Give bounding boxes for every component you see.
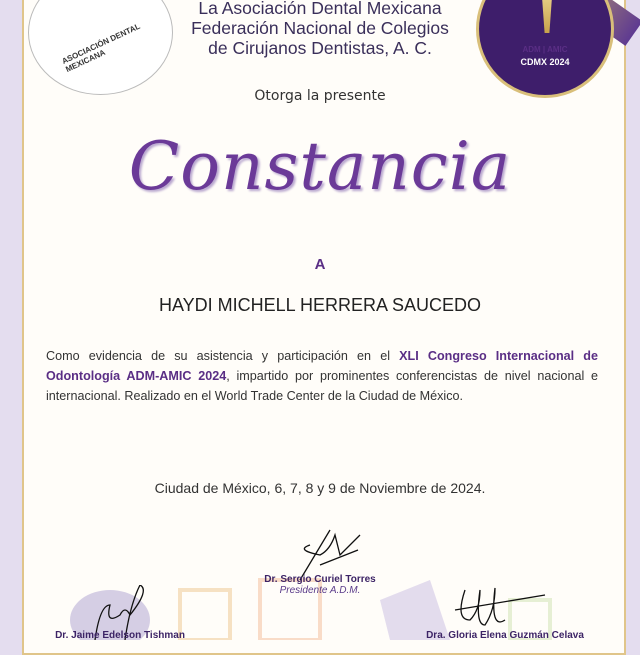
- logo-line2: CDMX 2024: [520, 57, 570, 67]
- body-text: Como evidencia de su asistencia y participación en el: [46, 349, 400, 363]
- signature-curiel: [290, 525, 365, 580]
- signer-name-guzman: Dra. Gloria Elena Guzmán Celava: [426, 630, 584, 641]
- date-text: Ciudad de México, 6, 7, 8 y 9 de Noviembre de 2024.: [154, 480, 486, 496]
- event-name: XLI Congreso Internacional de Odontología ADM-AMIC 2024: [46, 349, 598, 383]
- certificate-title: Constancia: [128, 128, 512, 205]
- header: [180, 0, 460, 58]
- to-label: A: [314, 256, 326, 273]
- logo-line1: ADM | AMIC: [522, 45, 568, 54]
- header-line2: Federación Nacional de Colegios: [191, 18, 449, 38]
- torch-icon: [541, 0, 553, 33]
- signer-role: Presidente A.D.M.: [279, 585, 361, 596]
- signer-name-edelson: Dr. Jaime Edelson Tishman: [55, 630, 185, 641]
- header-line3: de Cirujanos Dentistas, A. C.: [208, 38, 432, 58]
- certificate-body: [46, 346, 598, 406]
- grant-text: Otorga la presente: [254, 88, 386, 104]
- signature-block-president: [230, 574, 410, 596]
- body-text-2: , impartido por prominentes conferencistas de nivel nacional e internacional. Realizado en el World Trade Center de la Ciudad de México.: [46, 369, 598, 403]
- header-line1: La Asociación Dental Mexicana: [198, 0, 442, 18]
- logo-text: ASOCIACIÓN DENTAL MEXICANA: [60, 21, 142, 75]
- signer-name: Dr. Sergio Curiel Torres: [264, 574, 376, 585]
- recipient-name: HAYDI MICHELL HERRERA SAUCEDO: [158, 295, 482, 315]
